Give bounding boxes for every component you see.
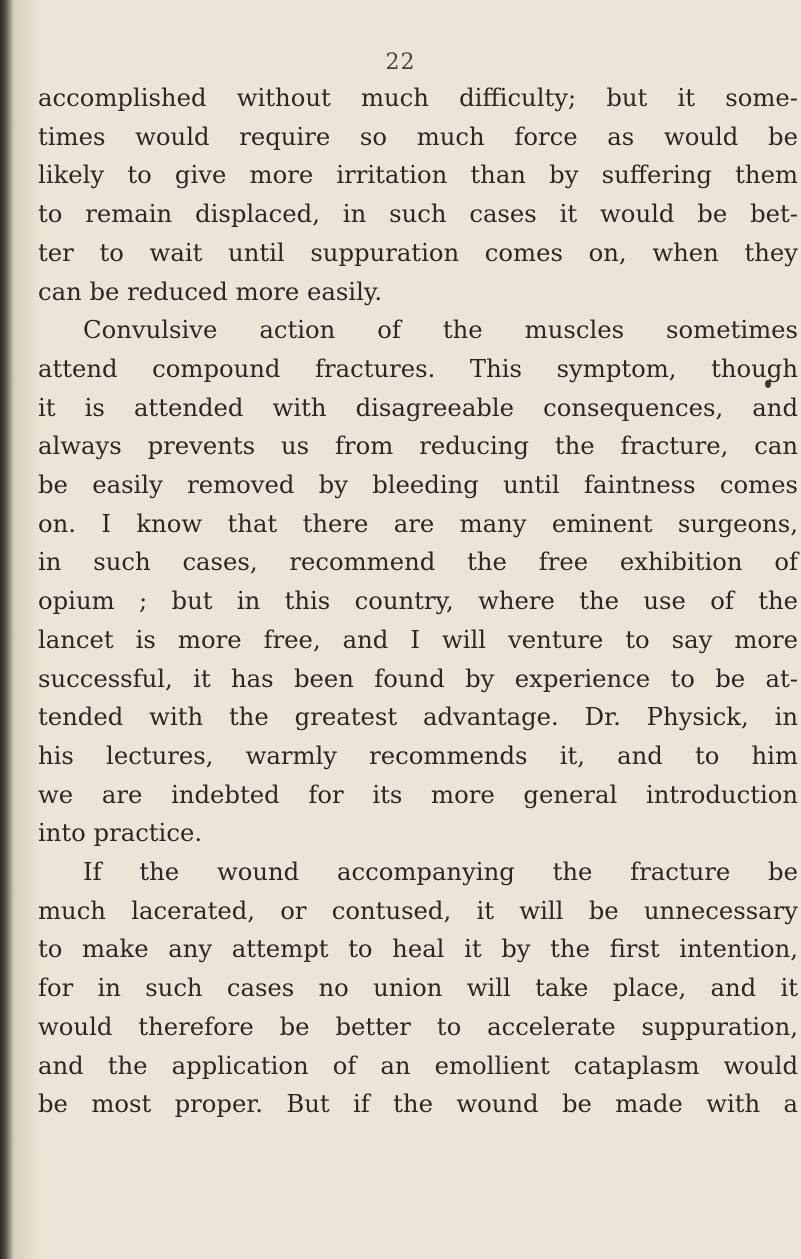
text-line: times would require so much force as would be [38, 121, 798, 151]
text-line: successful, it has been found by experience to be at- [38, 663, 798, 693]
paragraph-start-line: If the wound accompanying the fracture be [83, 857, 798, 887]
text-line: in such cases, recommend the free exhibition of [38, 547, 798, 577]
text-line: his lectures, warmly recommends it, and to him [38, 740, 798, 770]
text-line: much lacerated, or contused, it will be unnecessary [38, 895, 798, 925]
text-line: attend compound fractures. This symptom, though [38, 353, 798, 383]
text-line: for in such cases no union will take place, and it [38, 973, 798, 1003]
text-line: ter to wait until suppuration comes on, when they [38, 237, 798, 267]
text-line: on. I know that there are many eminent surgeons, [38, 508, 798, 538]
text-line: opium ; but in this country, where the use of the [38, 586, 798, 616]
text-line: to make any attempt to heal it by the first intention, [38, 934, 798, 964]
text-line: it is attended with disagreeable consequences, and [38, 392, 798, 422]
text-line: to remain displaced, in such cases it would be bet- [38, 199, 798, 229]
text-line: would therefore be better to accelerate suppuration, [38, 1011, 798, 1041]
page-gutter [14, 0, 40, 1259]
paragraph-start-line: Convulsive action of the muscles sometimes [83, 315, 798, 345]
page-number: 22 [385, 50, 416, 75]
text-line: into practice. [38, 818, 203, 848]
text-line: accomplished without much difficulty; but it some- [38, 83, 798, 112]
text-line: tended with the greatest advantage. Dr. Physick, in [38, 702, 798, 732]
text-line: be most proper. But if the wound be made with a [38, 1089, 798, 1119]
text-line: be easily removed by bleeding until faintness comes [38, 470, 798, 500]
text-line: we are indebted for its more general introduction [38, 779, 798, 809]
text-line: likely to give more irritation than by suffering them [38, 160, 798, 190]
text-line: lancet is more free, and I will venture to say more [38, 624, 798, 654]
text-line: always prevents us from reducing the fracture, can [38, 431, 798, 461]
scan-binding-edge [0, 0, 14, 1259]
text-line: and the application of an emollient cataplasm would [38, 1050, 798, 1080]
body-text [38, 79, 798, 1124]
text-line: can be reduced more easily. [38, 276, 383, 306]
